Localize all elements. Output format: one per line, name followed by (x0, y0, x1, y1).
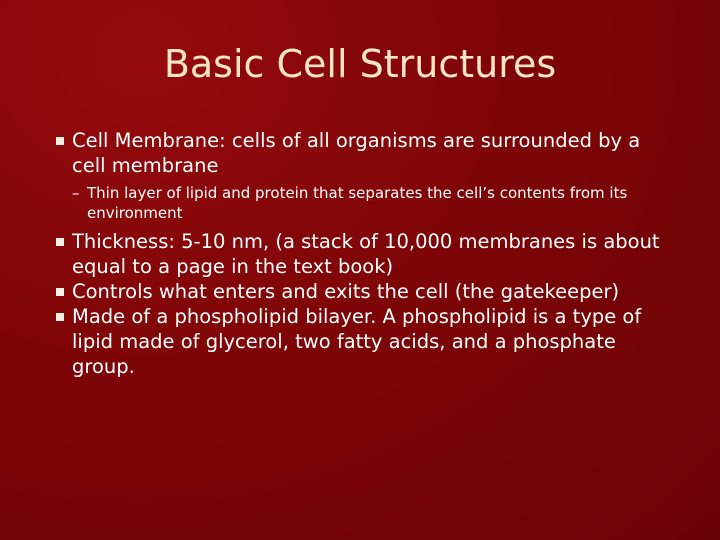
square-bullet-icon (56, 313, 64, 321)
bullet-text: Controls what enters and exits the cell (the gatekeeper) (72, 280, 620, 303)
square-bullet-icon (56, 238, 64, 246)
bullet-text: Cell Membrane: cells of all organisms are surrounded by a cell membrane (72, 129, 641, 177)
dash-bullet: – (72, 184, 80, 202)
slide-title: Basic Cell Structures (163, 42, 557, 86)
bullet-text: Made of a phospholipid bilayer. A phospholipid is a type of lipid made of glycerol, two fatty acids, and a phosphate group. (72, 305, 642, 378)
bullet-item-thickness (56, 229, 676, 279)
bullet-item-cell-membrane (56, 128, 676, 178)
square-bullet-icon (56, 288, 64, 296)
sub-bullet-text: Thin layer of lipid and protein that separates the cell’s contents from its environment (87, 184, 628, 222)
bullet-item-controls (56, 279, 676, 304)
bullet-text: Thickness: 5-10 nm, (a stack of 10,000 membranes is about equal to a page in the text book) (72, 230, 660, 278)
sub-bullet-item-thin-layer (72, 183, 676, 223)
bullet-item-phospholipid (56, 304, 676, 379)
slide-body (56, 128, 676, 379)
square-bullet-icon (56, 137, 64, 145)
